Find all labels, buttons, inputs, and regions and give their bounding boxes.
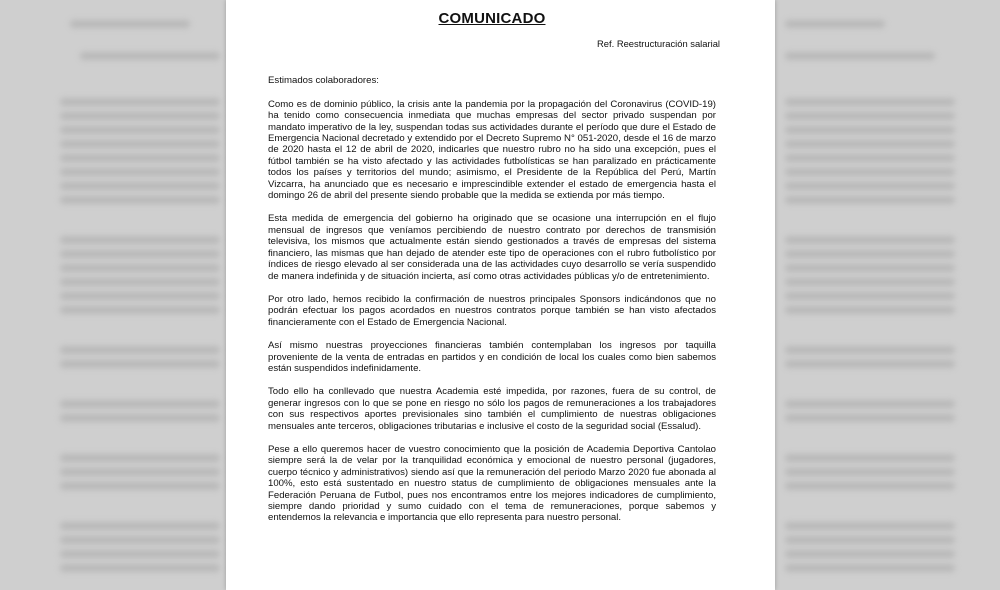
paragraph-2: Esta medida de emergencia del gobierno ha originado que se ocasione una interrupción en el flujo mensual de ingresos que veníamos percibiendo de nuestro contrato por derechos de transmisión televisiva, los mismos que actualmente están siendo gestionados a través de empresas del sistema financiero, las mismas que han dejado de atender este tipo de operaciones con el rubro futbolístico por índices de riesgo elevado al ser considerada una de las actividades cuyo desarrollo se vería suspendido de manera indefinida y de situación incierta, así como otras actividades públicas y/o de entretenimiento.	[268, 213, 716, 282]
document-title: COMUNICADO	[438, 10, 546, 27]
blurred-background-right	[775, 0, 1000, 590]
paragraph-4: Así mismo nuestras proyecciones financieras también contemplaban los ingresos por taquilla proveniente de la venta de entradas en partidos y en condición de local los cuales como bien sabemos están suspendidos indefinidamente.	[268, 340, 716, 374]
reference-line: Ref. Reestructuración salarial	[597, 38, 720, 49]
paragraph-3: Por otro lado, hemos recibido la confirmación de nuestros principales Sponsors indicándonos que no podrán efectuar los pagos acordados en nuestros contratos porque también se han visto afectados financieramente con el Estado de Emergencia Nacional.	[268, 293, 716, 328]
greeting: Estimados colaboradores:	[268, 75, 379, 87]
document-content	[268, 10, 720, 524]
blurred-background-left	[0, 0, 226, 590]
paragraph-6: Pese a ello queremos hacer de vuestro conocimiento que la posición de Academia Deportiva Cantolao siempre será la de velar por la tranquilidad económica y emocional de nuestro personal (jugadores, cuerpo técnico y administrativos) siendo así que la remuneración del periodo Marzo 2020 fue abonada al 100%, esto está sustentado en nuestro status de cumplimiento de obligaciones mensuales ante la Federación Peruana de Futbol, pues nos encontramos entre los mejores indicadores de cumplimiento, siempre dando prioridad y sumo cuidado con el tema de remuneraciones, porque sabemos y entendemos la relevancia e importancia que ello representa para nuestro personal.	[268, 443, 716, 524]
document-page	[226, 0, 775, 590]
paragraph-5: Todo ello ha conllevado que nuestra Academia esté impedida, por razones, fuera de su control, de generar ingresos con lo que se pone en riesgo no sólo los pagos de remuneraciones a los trabajadores con sus respectivos aportes previsionales sino también el cumplimiento de nuestras obligaciones mensuales ante terceros, obligaciones tributarias e inclusive el costo de la seguridad social (Essalud).	[268, 386, 716, 432]
paragraph-1: Como es de dominio público, la crisis ante la pandemia por la propagación del Coronavirus (COVID-19) ha tenido como consecuencia inmediata que muchas empresas del sector privado suspendan por mandato imperativo de la ley, suspendan todas sus actividades durante el período que dure el Estado de Emergencia Nacional decretado y extendido por el Decreto Supremo N° 051-2020, desde el 16 de marzo de 2020 hasta el 12 de abril de 2020, indicarles que nuestro rubro no ha sido una excepción, pues el fútbol también se ha visto afectado y las actividades futbolísticas se han paralizado en prácticamente todos los países y territorios del mundo; asimismo, el Presidente de la República del Perú, Martín Vizcarra, ha anunciado que es necesario e imprescindible extender el estado de emergencia hasta el domingo 26 de abril del presente siendo probable que la medida se extienda por más tiempo.	[268, 98, 716, 202]
